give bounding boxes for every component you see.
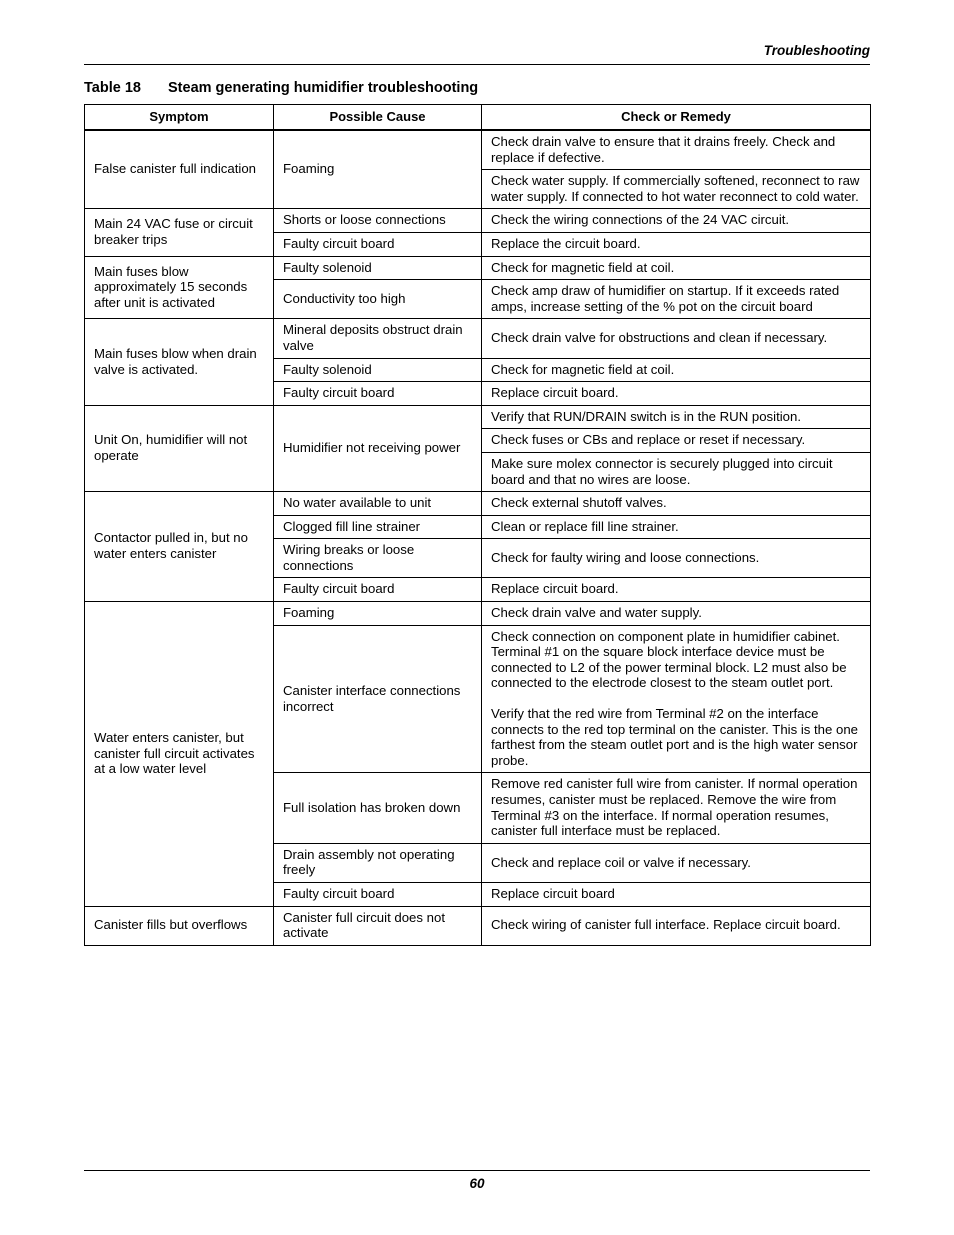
cause-cell: Foaming — [274, 602, 482, 626]
table-row — [85, 405, 871, 429]
cause-cell: Faulty circuit board — [274, 882, 482, 906]
cause-cell: Conductivity too high — [274, 280, 482, 319]
remedy-text: Check connection on component plate in humidifier cabinet. Terminal #1 on the square block interface device must be connected to L2 of the power terminal block. L2 must also be connected to the electrode closest to the steam outlet port. — [491, 628, 847, 691]
symptom-cell: Water enters canister, but canister full circuit activates at a low water level — [85, 602, 274, 907]
cause-cell: Drain assembly not operating freely — [274, 843, 482, 882]
symptom-cell: Main fuses blow approximately 15 seconds after unit is activated — [85, 256, 274, 319]
table-row — [85, 492, 871, 516]
remedy-cell — [482, 429, 871, 453]
cause-cell: Humidifier not receiving power — [274, 405, 482, 491]
remedy-cell — [482, 209, 871, 233]
remedy-text: Check for magnetic field at coil. — [491, 361, 675, 377]
symptom-cell: Contactor pulled in, but no water enters canister — [85, 492, 274, 602]
remedy-text: Make sure molex connector is securely plugged into circuit board and that no wires are loose. — [491, 455, 833, 487]
cause-cell: Full isolation has broken down — [274, 773, 482, 843]
remedy-cell — [482, 452, 871, 491]
remedy-text: Check external shutoff valves. — [491, 495, 667, 511]
page-number: 60 — [469, 1176, 485, 1191]
table-row — [85, 602, 871, 626]
cause-cell: No water available to unit — [274, 492, 482, 516]
remedy-cell — [482, 256, 871, 280]
remedy-text: Check fuses or CBs and replace or reset if necessary. — [491, 432, 806, 448]
header-rule — [84, 64, 870, 65]
remedy-text: Check the wiring connections of the 24 VAC circuit. — [491, 212, 790, 228]
table-header-row — [85, 105, 871, 131]
cause-cell: Faulty circuit board — [274, 382, 482, 406]
cause-cell: Faulty solenoid — [274, 358, 482, 382]
remedy-text: Check drain valve for obstructions and clean if necessary. — [491, 330, 828, 346]
cause-cell: Mineral deposits obstruct drain valve — [274, 319, 482, 358]
troubleshooting-table — [84, 104, 871, 946]
cause-cell: Faulty circuit board — [274, 232, 482, 256]
remedy-cell — [482, 906, 871, 945]
table-row — [85, 130, 871, 170]
running-header: Troubleshooting — [763, 43, 870, 58]
cause-cell: Canister full circuit does not activate — [274, 906, 482, 945]
remedy-cell — [482, 358, 871, 382]
remedy-text: Check wiring of canister full interface. Replace circuit board. — [491, 917, 841, 933]
table-title: Steam generating humidifier troubleshooting — [168, 80, 479, 96]
table-row — [85, 906, 871, 945]
remedy-text: Verify that the red wire from Terminal #2 on the interface connects to the red top terminal on the canister. This is the one farthest from the steam outlet port and is the high water sensor probe. — [491, 706, 859, 768]
remedy-text: Check for faulty wiring and loose connections. — [491, 550, 760, 566]
table-number: Table 18 — [84, 80, 141, 96]
column-header-symptom: Symptom — [85, 105, 274, 131]
remedy-cell — [482, 882, 871, 906]
remedy-text: Check for magnetic field at coil. — [491, 259, 675, 275]
remedy-cell — [482, 843, 871, 882]
remedy-cell — [482, 492, 871, 516]
remedy-cell — [482, 773, 871, 843]
symptom-cell: Main fuses blow when drain valve is activated. — [85, 319, 274, 405]
remedy-text: Check drain valve and water supply. — [491, 605, 702, 621]
cause-cell: Shorts or loose connections — [274, 209, 482, 233]
remedy-cell — [482, 280, 871, 319]
remedy-text: Replace circuit board. — [491, 385, 619, 401]
remedy-text: Remove red canister full wire from canister. If normal operation resumes, canister must be replaced. Remove the wire from Terminal #3 on the interface. If normal operation resumes, canister full interface must be replaced. — [491, 776, 858, 839]
table-row — [85, 256, 871, 280]
remedy-cell — [482, 602, 871, 626]
symptom-cell: Unit On, humidifier will not operate — [85, 405, 274, 491]
table-body — [85, 130, 871, 945]
remedy-text: Replace the circuit board. — [491, 235, 641, 251]
remedy-text: Verify that RUN/DRAIN switch is in the RUN position. — [491, 408, 802, 424]
column-header-cause: Possible Cause — [274, 105, 482, 131]
cause-cell: Canister interface connections incorrect — [274, 625, 482, 773]
remedy-text: Replace circuit board. — [491, 581, 619, 597]
remedy-cell — [482, 405, 871, 429]
footer-rule — [84, 1170, 870, 1171]
cause-cell: Wiring breaks or loose connections — [274, 539, 482, 578]
remedy-text: Clean or replace fill line strainer. — [491, 518, 679, 534]
symptom-cell: False canister full indication — [85, 130, 274, 209]
table-row — [85, 209, 871, 233]
cause-cell: Clogged fill line strainer — [274, 515, 482, 539]
remedy-cell — [482, 130, 871, 170]
remedy-cell — [482, 232, 871, 256]
remedy-cell — [482, 382, 871, 406]
remedy-cell — [482, 578, 871, 602]
remedy-text: Check amp draw of humidifier on startup. If it exceeds rated amps, increase setting of the % pot on the circuit board — [491, 283, 840, 314]
column-header-remedy: Check or Remedy — [482, 105, 871, 131]
remedy-text: Check and replace coil or valve if necessary. — [491, 854, 751, 870]
remedy-cell — [482, 319, 871, 358]
remedy-cell — [482, 170, 871, 209]
symptom-cell: Main 24 VAC fuse or circuit breaker trips — [85, 209, 274, 256]
remedy-cell — [482, 515, 871, 539]
remedy-cell — [482, 539, 871, 578]
cause-cell: Faulty solenoid — [274, 256, 482, 280]
cause-cell: Faulty circuit board — [274, 578, 482, 602]
remedy-cell — [482, 625, 871, 773]
symptom-cell: Canister fills but overflows — [85, 906, 274, 945]
remedy-text: Check drain valve to ensure that it drains freely. Check and replace if defective. — [491, 134, 836, 165]
table-row — [85, 319, 871, 358]
cause-cell: Foaming — [274, 130, 482, 209]
remedy-text: Check water supply. If commercially softened, reconnect to raw water supply. If connected to hot water reconnect to cold water. — [491, 173, 860, 204]
remedy-text: Replace circuit board — [491, 885, 615, 901]
table-caption — [84, 80, 478, 96]
